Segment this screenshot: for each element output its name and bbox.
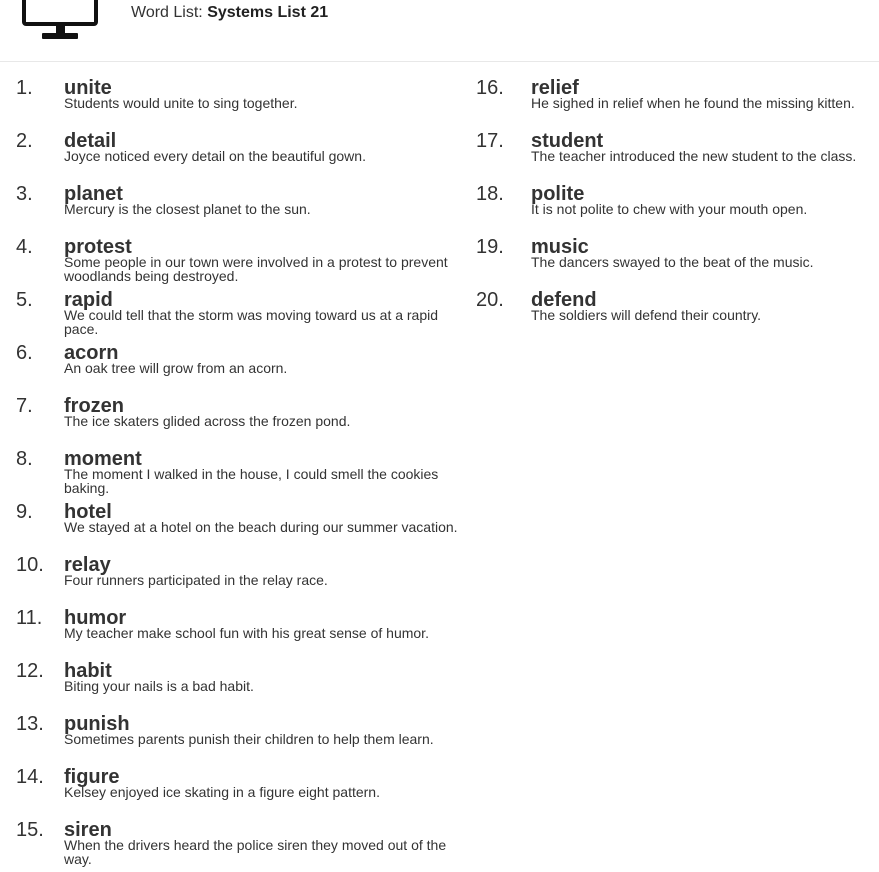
entry-number: 18. [476, 183, 504, 205]
word-entry [0, 130, 440, 183]
entry-word: student [531, 130, 604, 152]
word-entry [0, 554, 440, 607]
entry-number: 3. [16, 183, 33, 205]
entry-number: 5. [16, 289, 33, 311]
entry-number: 6. [16, 342, 33, 364]
word-entry [0, 607, 440, 660]
entry-sentence: The teacher introduced the new student to the class. [531, 149, 857, 164]
word-entry [466, 77, 879, 130]
word-entry [0, 448, 440, 501]
word-entry [0, 819, 447, 872]
entry-sentence: My teacher make school fun with his great sense of humor. [64, 626, 429, 641]
entry-word: punish [64, 713, 130, 735]
entry-sentence: Students would unite to sing together. [64, 96, 298, 111]
entry-sentence: Joyce noticed every detail on the beautiful gown. [64, 149, 366, 164]
entry-sentence: We stayed at a hotel on the beach during our summer vacation. [64, 520, 458, 535]
title-label: Word List: [131, 4, 203, 21]
entry-number: 10. [16, 554, 44, 576]
entry-number: 13. [16, 713, 44, 735]
entry-word: relief [531, 77, 579, 99]
entry-sentence: The moment I walked in the house, I could smell the cookies baking. [64, 467, 439, 496]
word-entry [0, 77, 440, 130]
word-entry [0, 342, 440, 395]
entry-sentence: The dancers swayed to the beat of the music. [531, 255, 814, 270]
entry-sentence: Kelsey enjoyed ice skating in a figure eight pattern. [64, 785, 380, 800]
word-entry [0, 236, 448, 289]
entry-sentence: The ice skaters glided across the frozen pond. [64, 414, 351, 429]
entry-word: figure [64, 766, 120, 788]
entry-sentence: Biting your nails is a bad habit. [64, 679, 254, 694]
entry-sentence: We could tell that the storm was moving toward us at a rapid pace. [64, 308, 439, 337]
entry-sentence: Sometimes parents punish their children to help them learn. [64, 732, 434, 747]
entry-sentence: The soldiers will defend their country. [531, 308, 762, 323]
page-title [131, 4, 328, 22]
entry-word: habit [64, 660, 112, 682]
entry-word: siren [64, 819, 112, 841]
entry-number: 12. [16, 660, 44, 682]
entry-number: 15. [16, 819, 44, 841]
word-entry [466, 183, 879, 236]
entry-sentence: Mercury is the closest planet to the sun. [64, 202, 311, 217]
entry-word: relay [64, 554, 111, 576]
entry-sentence: When the drivers heard the police siren they moved out of the way. [64, 838, 447, 867]
entry-word: acorn [64, 342, 119, 364]
entry-word: protest [64, 236, 132, 258]
entry-word: humor [64, 607, 127, 629]
list-name: Systems List 21 [207, 4, 329, 21]
entry-word: detail [64, 130, 117, 152]
word-entry [466, 289, 879, 342]
entry-word: frozen [64, 395, 124, 417]
monitor-icon [22, 0, 98, 46]
entry-sentence: Some people in our town were involved in a protest to prevent woodlands being destroyed. [64, 255, 448, 284]
word-entry [466, 130, 879, 183]
entry-number: 17. [476, 130, 504, 152]
entry-word: defend [531, 289, 597, 311]
entry-sentence: It is not polite to chew with your mouth open. [531, 202, 808, 217]
entry-word: hotel [64, 501, 112, 523]
entry-number: 14. [16, 766, 44, 788]
entry-number: 11. [16, 607, 43, 629]
word-entry [0, 660, 440, 713]
entry-word: polite [531, 183, 585, 205]
entry-word: unite [64, 77, 112, 99]
entry-word: planet [64, 183, 123, 205]
entry-number: 4. [16, 236, 33, 258]
word-entry [0, 713, 440, 766]
entry-word: music [531, 236, 589, 258]
word-entry [0, 766, 440, 819]
entry-number: 20. [476, 289, 504, 311]
entry-sentence: An oak tree will grow from an acorn. [64, 361, 288, 376]
entry-number: 2. [16, 130, 33, 152]
entry-number: 16. [476, 77, 504, 99]
word-entry [0, 289, 440, 342]
word-entry [0, 183, 440, 236]
entry-number: 1. [16, 77, 33, 99]
entry-sentence: He sighed in relief when he found the missing kitten. [531, 96, 855, 111]
entry-sentence: Four runners participated in the relay race. [64, 573, 328, 588]
entry-number: 7. [16, 395, 33, 417]
word-entry [0, 395, 440, 448]
word-entry [0, 501, 458, 554]
entry-number: 9. [16, 501, 33, 523]
entry-number: 19. [476, 236, 504, 258]
entry-number: 8. [16, 448, 33, 470]
entry-word: rapid [64, 289, 113, 311]
word-entry [466, 236, 879, 289]
entry-word: moment [64, 448, 142, 470]
page-header [0, 0, 879, 62]
